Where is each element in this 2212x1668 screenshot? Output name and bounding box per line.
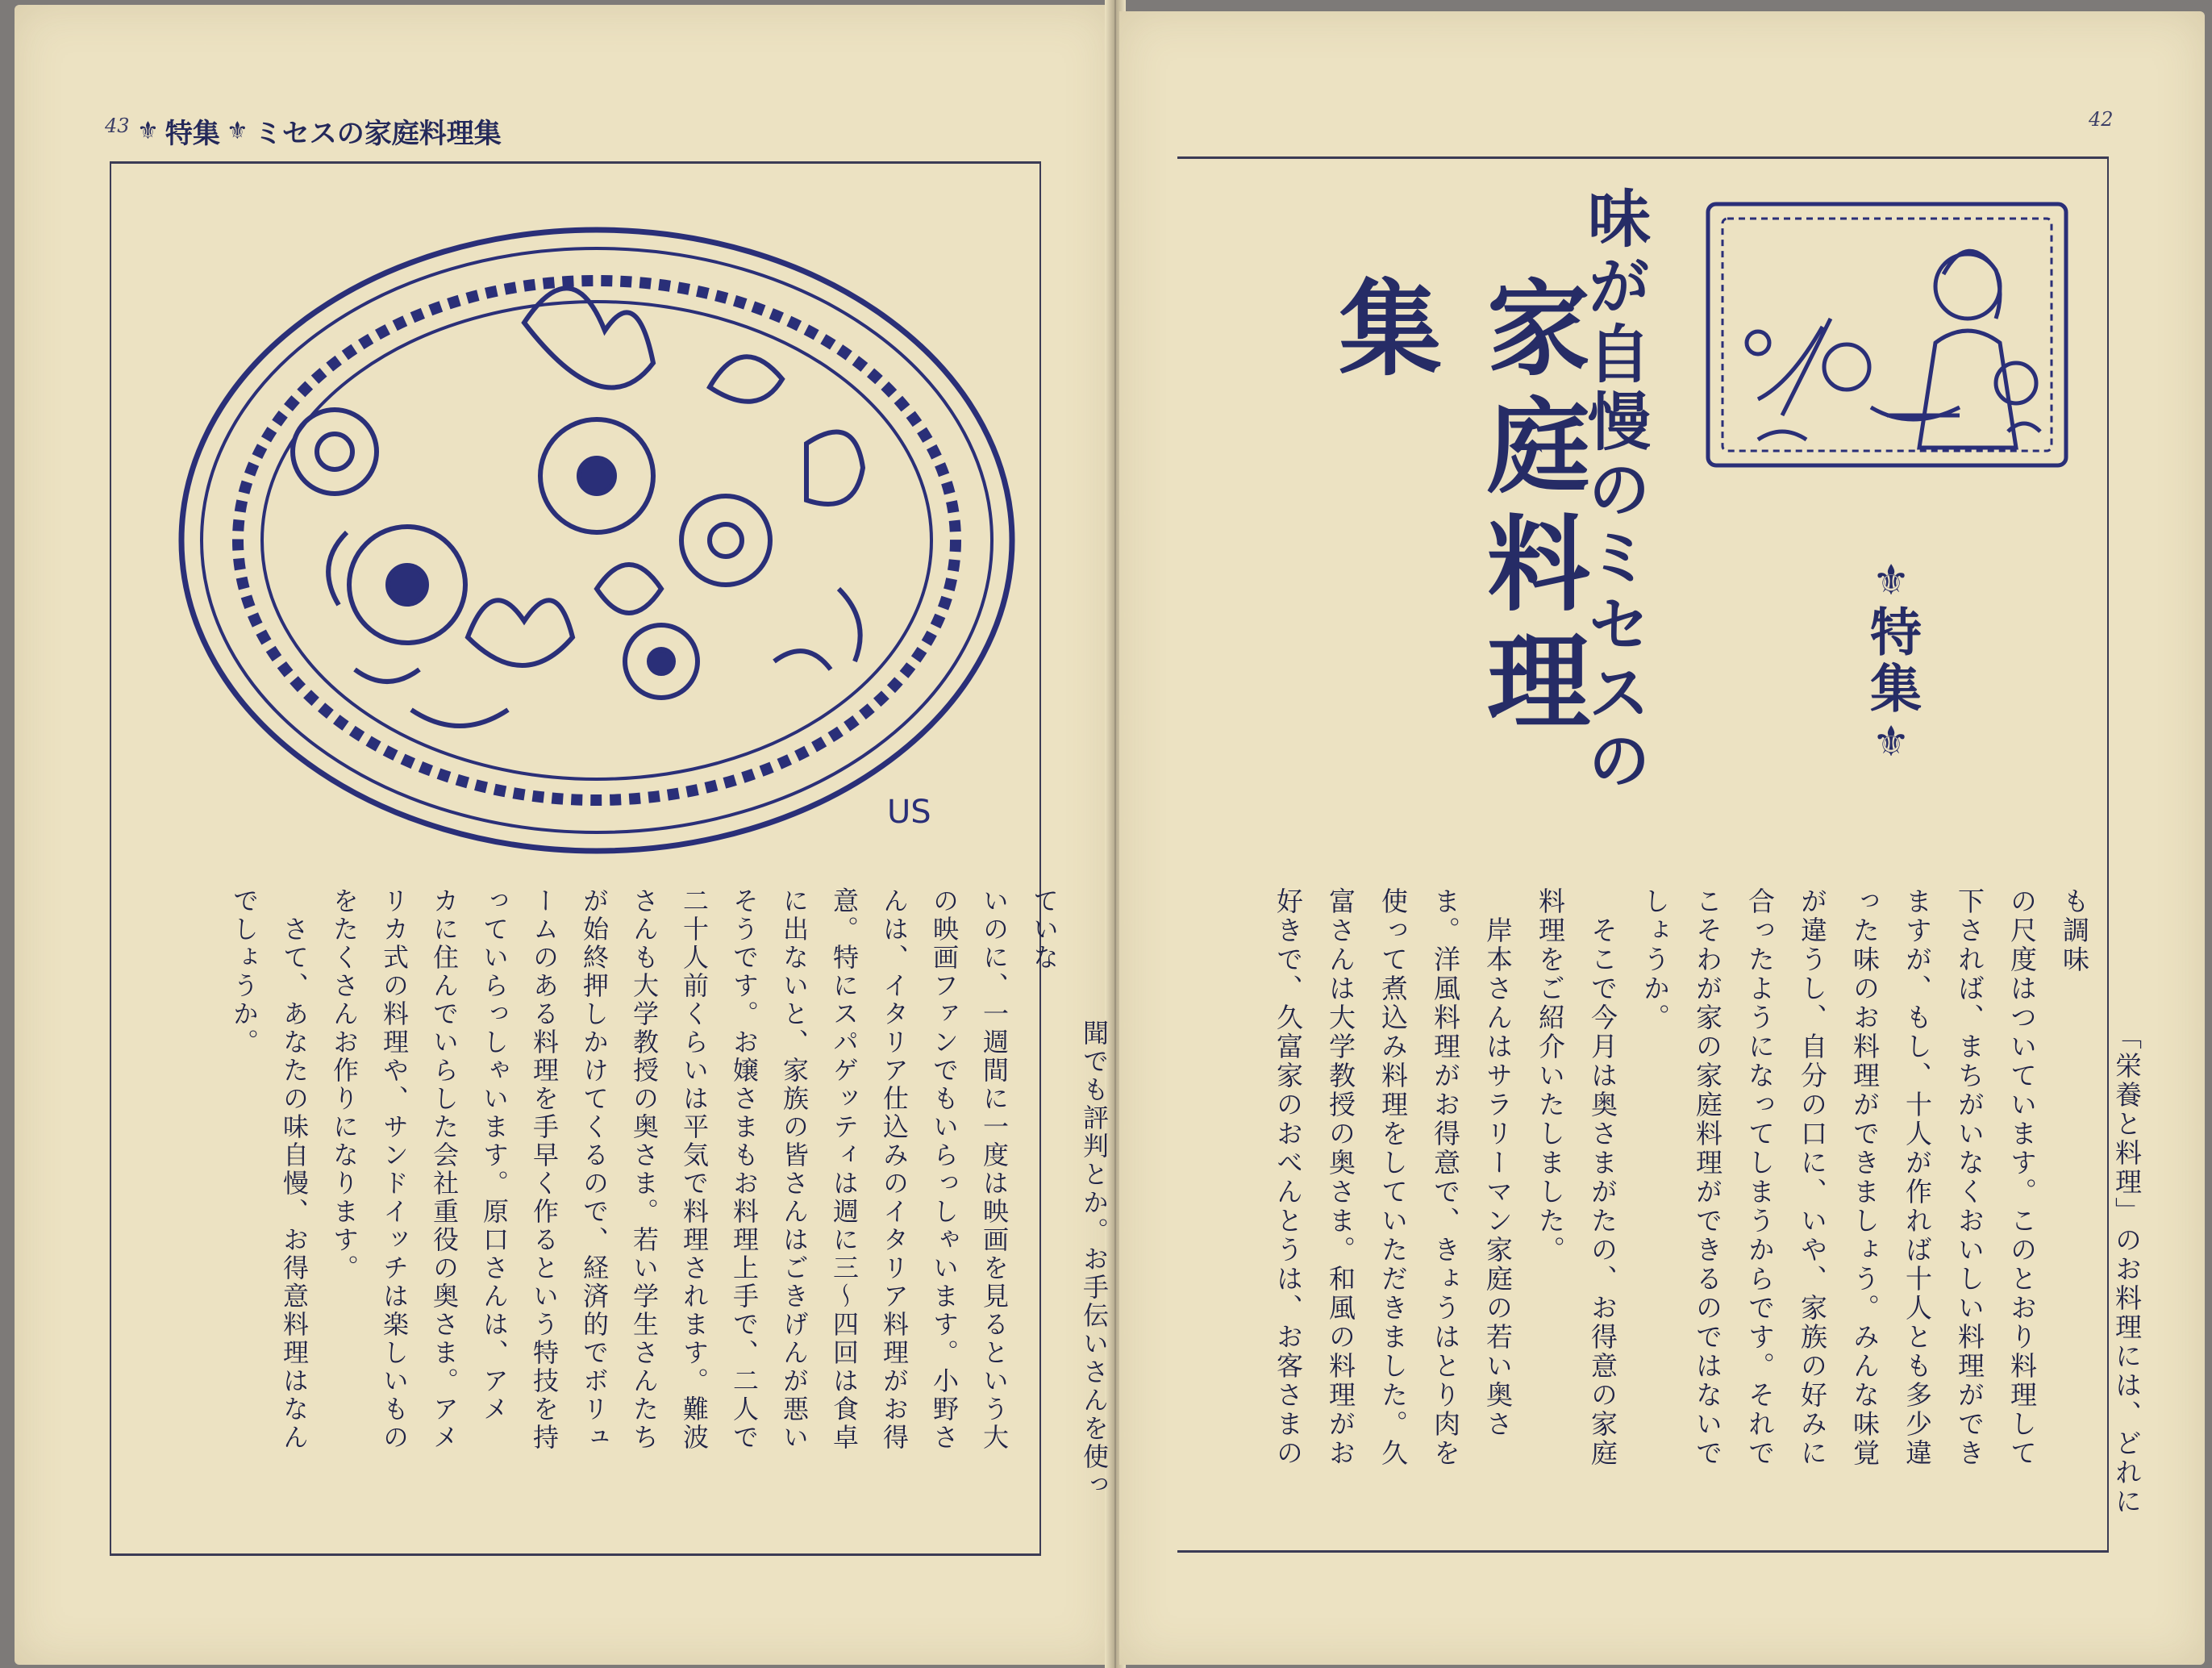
text-column: の尺度はついています。このとおり料理して	[2006, 887, 2038, 1468]
running-head-section: 特集	[165, 118, 220, 150]
text-column: 岸本さんはサラリーマン家庭の若い奥さ	[1482, 887, 1514, 1439]
text-column: 好きで、久富家のおべんとうは、お客さまの	[1273, 887, 1304, 1468]
text-column: でしょうか。	[229, 887, 260, 1057]
text-column: ームのある料理を手早く作るという特技を持	[529, 887, 560, 1452]
text-column: をたくさんお作りになります。	[329, 887, 360, 1282]
text-column: カに住んでいらした会社重役の奥さま。アメ	[429, 887, 460, 1452]
text-column: 下されば、まちがいなくおいしい料理ができ	[1954, 887, 1985, 1468]
text-column: 「栄養と料理」のお料理には、どれにも調味	[2059, 887, 2143, 1516]
fleur-de-lis-icon: ⚜	[226, 117, 248, 145]
running-head	[137, 111, 502, 151]
text-column: こそわが家の家庭料理ができるのではないで	[1692, 887, 1723, 1468]
text-column: に出ないと、家族の皆さんはごきげんが悪い	[779, 887, 810, 1452]
illustrator-signature: US	[887, 794, 931, 831]
text-column: 料理をご紹介いたしました。	[1535, 887, 1566, 1265]
text-column: んは、イタリア仕込みのイタリア料理がお得	[879, 887, 910, 1452]
title-line-1: 味が自慢のミセスの	[1577, 186, 1650, 795]
right-body-text	[1210, 887, 2206, 1516]
text-column: そこで今月は奥さまがたの、お得意の家庭	[1587, 887, 1618, 1468]
fleur-de-lis-icon: ⚜	[137, 117, 159, 145]
text-column: 二十人前くらいは平気で料理されます。難波	[679, 887, 710, 1452]
text-column: リカ式の料理や、サンドイッチは楽しいもの	[379, 887, 410, 1452]
text-column: ま。洋風料理がお得意で、きょうはとり肉を	[1430, 887, 1461, 1468]
left-body-text	[169, 887, 1169, 1516]
left-body-paragraphs	[229, 887, 1110, 1499]
title-line-2: 家庭料理集	[1321, 274, 1589, 745]
text-column: っていらっしゃいます。原口さんは、アメ	[479, 887, 510, 1424]
flower-platter-illustration	[145, 210, 1064, 879]
left-page-number: 43	[105, 115, 130, 137]
text-column: 合ったようになってしまうからです。それで	[1744, 887, 1776, 1468]
text-column: が違うし、自分の口に、いや、家族の好みに	[1797, 887, 1828, 1468]
fleur-de-lis-icon: ⚜	[1872, 557, 1910, 605]
running-head-title: ミセスの家庭料理集	[254, 118, 502, 150]
right-page-number: 42	[2089, 108, 2114, 131]
text-column: 富さんは大学教授の奥さま。和風の料理がお	[1325, 887, 1356, 1468]
woman-cooking-illustration	[1702, 198, 2072, 472]
text-column: しょうか。	[1639, 887, 1671, 1032]
text-column: が始終押しかけてくるので、経済的でボリュ	[579, 887, 610, 1452]
text-column: いのに、一週間に一度は映画を見るという大	[979, 887, 1010, 1452]
text-column: の映画ファンでもいらっしゃいます。小野さ	[929, 887, 960, 1452]
right-body-paragraphs	[1273, 887, 2143, 1516]
text-column: った味のお料理ができましょう。みんな味覚	[1849, 887, 1881, 1468]
text-column: さんも大学教授の奥さま。若い学生さんたち	[629, 887, 660, 1452]
fleur-de-lis-icon: ⚜	[1872, 718, 1910, 766]
text-column: 聞でも評判とか。お手伝いさんを使っていな	[1029, 887, 1110, 1499]
text-column: ますが、もし、十人が作れば十人とも多少違	[1902, 887, 1933, 1468]
text-column: 意。特にスパゲッティは週に三〜四回は食卓	[829, 887, 860, 1452]
feature-label-text: 特集	[1861, 605, 1921, 718]
text-column: 使って煮込み料理をしていただきました。久	[1377, 887, 1409, 1468]
feature-label	[1855, 557, 1927, 790]
text-column: さて、あなたの味自慢、お得意料理はなん	[279, 887, 310, 1452]
text-column: そうです。お嬢さまもお料理上手で、二人で	[729, 887, 760, 1452]
